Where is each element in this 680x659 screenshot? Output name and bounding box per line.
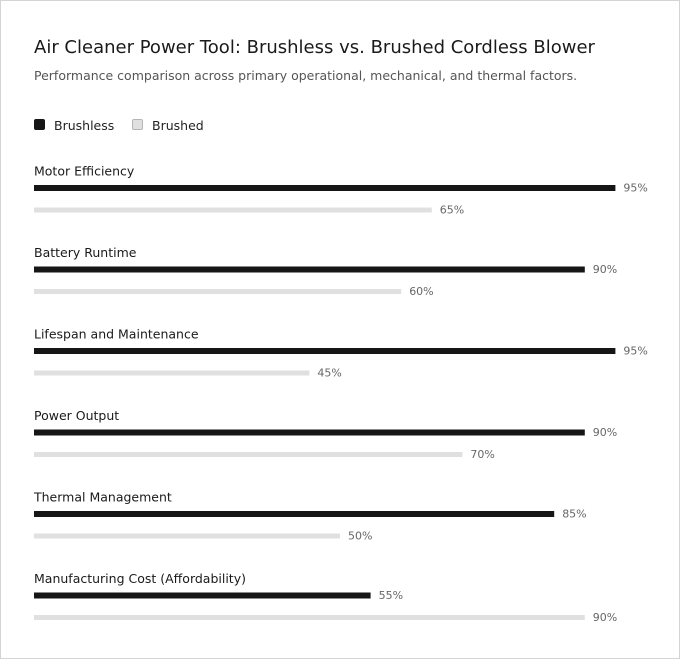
value-label-brushed: 90% <box>592 611 618 624</box>
category-label: Manufacturing Cost (Affordability) <box>34 571 246 586</box>
value-label-brushless: 95% <box>623 181 648 195</box>
bar-chart <box>1 1 679 658</box>
category-label: Thermal Management <box>34 489 172 505</box>
value-label-brushless: 95% <box>623 344 648 358</box>
category-label: Power Output <box>34 408 120 423</box>
category-label: Motor Efficiency <box>34 163 135 179</box>
bar-brushless <box>34 511 554 517</box>
bar-brushed <box>34 452 462 457</box>
bar-brushed <box>34 615 585 620</box>
bar-brushless <box>34 185 615 191</box>
category-label: Lifespan and Maintenance <box>34 326 199 342</box>
bar-brushless <box>34 348 615 354</box>
bar-brushed <box>34 289 401 294</box>
value-label-brushed: 45% <box>317 366 342 380</box>
value-label-brushed: 70% <box>470 448 495 461</box>
value-label-brushed: 50% <box>348 529 373 543</box>
value-label-brushed: 60% <box>409 285 434 298</box>
category-label: Battery Runtime <box>34 245 137 260</box>
value-label-brushless: 55% <box>378 589 404 602</box>
bar-brushless <box>34 593 371 599</box>
bar-brushless <box>34 267 585 273</box>
value-label-brushed: 65% <box>439 203 465 217</box>
value-label-brushless: 90% <box>592 263 618 276</box>
legend-label-brushless: Brushless <box>54 118 115 133</box>
chart-subtitle: Performance comparison across primary operational, mechanical, and thermal factors. <box>34 68 578 83</box>
legend-label-brushed: Brushed <box>152 118 204 133</box>
value-label-brushless: 90% <box>592 426 618 439</box>
bar-brushed <box>34 208 432 213</box>
bar-brushed <box>34 534 340 539</box>
value-label-brushless: 85% <box>562 507 587 521</box>
chart-title: Air Cleaner Power Tool: Brushless vs. Brushed Cordless Blower <box>34 37 595 58</box>
bar-brushed <box>34 371 309 376</box>
bar-brushless <box>34 430 585 436</box>
